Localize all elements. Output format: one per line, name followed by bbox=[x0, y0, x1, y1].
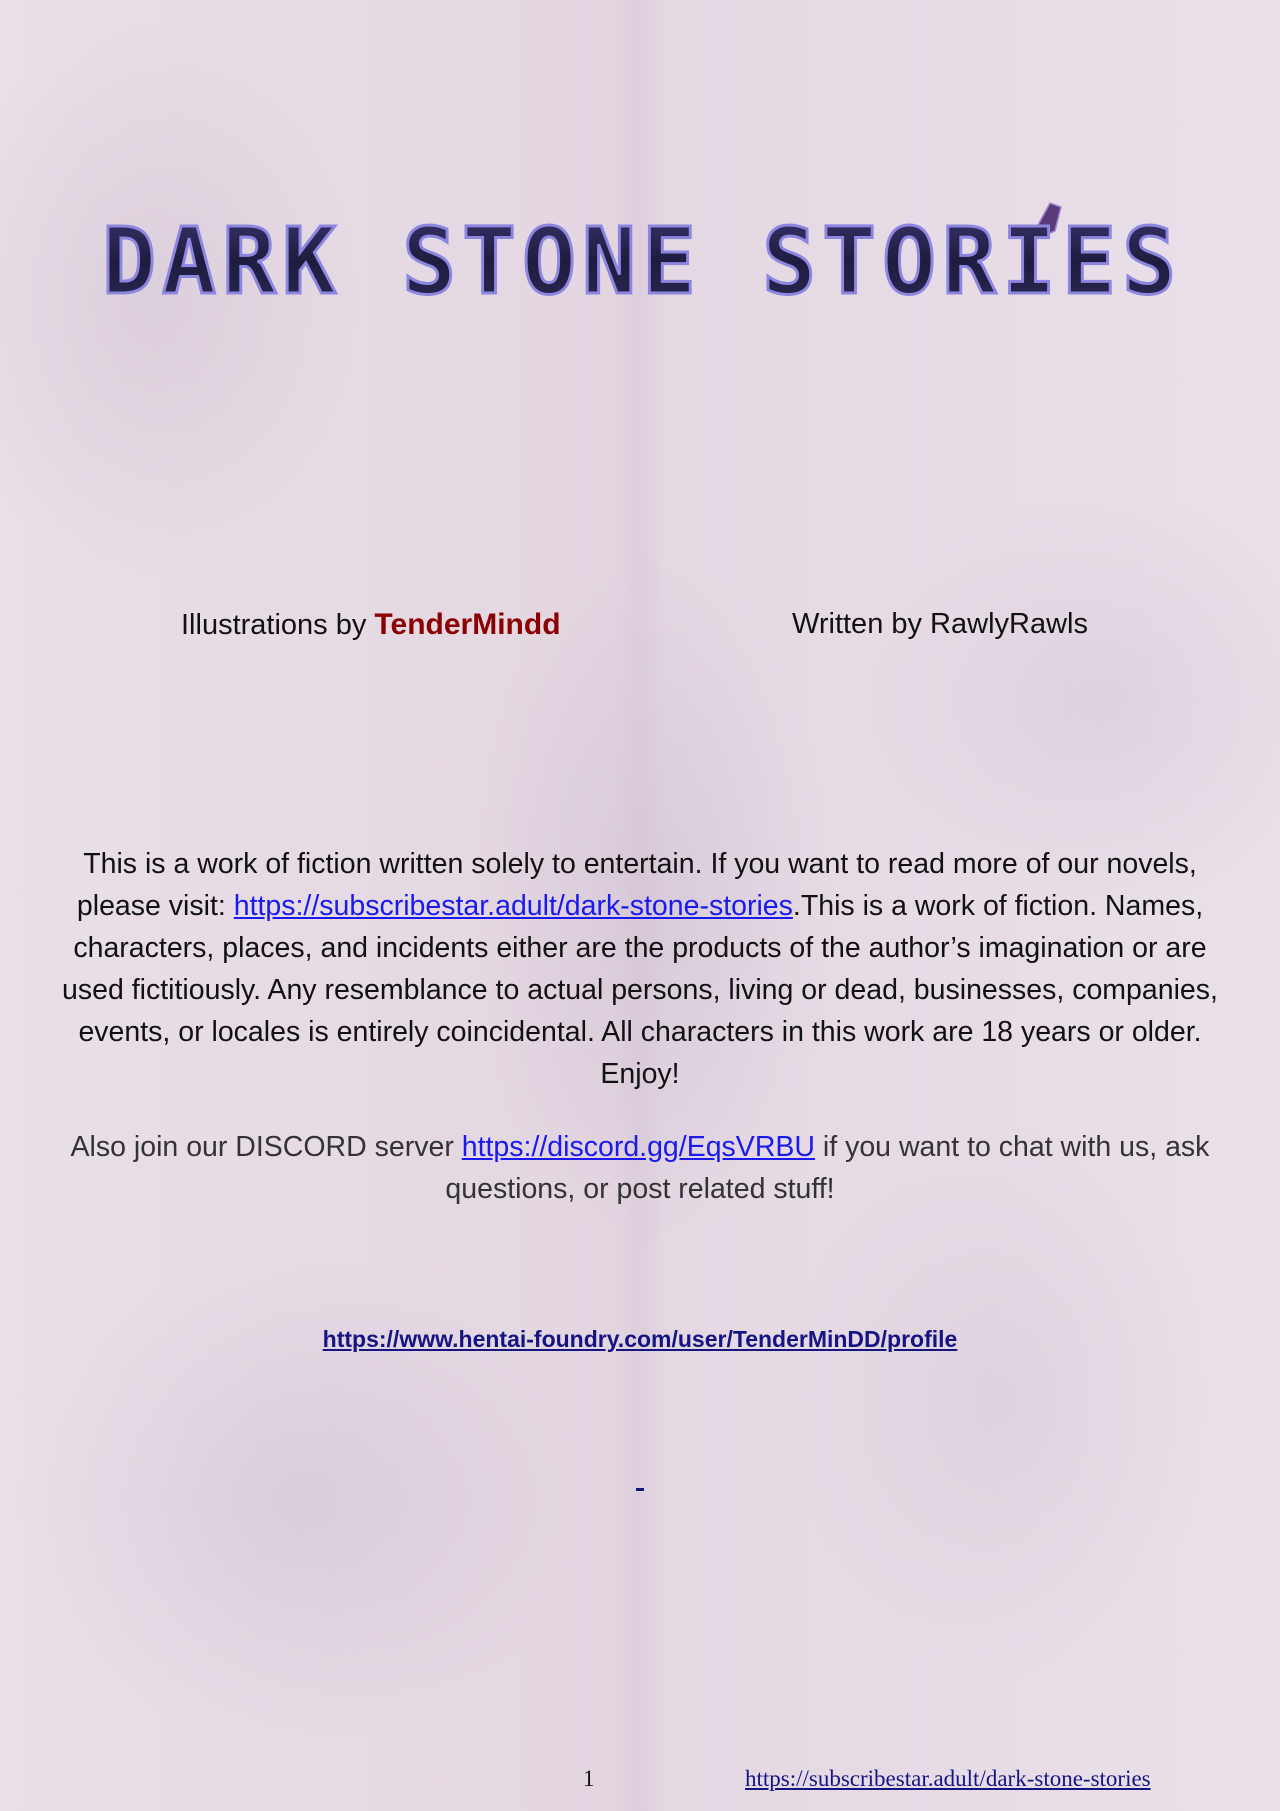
dark-stone-stories-logo bbox=[95, 195, 1190, 305]
hentai-foundry-paragraph bbox=[0, 1326, 1280, 1353]
hentai-foundry-link[interactable]: https://www.hentai-foundry.com/user/TenderMinDD/profile bbox=[322, 1326, 958, 1352]
illustrator-name: TenderMindd bbox=[374, 608, 561, 641]
subscribestar-link[interactable]: https://subscribestar.adult/dark-stone-stories bbox=[233, 890, 793, 922]
illustrations-credit: Illustrations by TenderMindd bbox=[181, 608, 561, 641]
discord-paragraph: Also join our DISCORD server https://discord.gg/EqsVRBU if you want to chat with us, ask questions, or post related stuff! bbox=[70, 1131, 1210, 1205]
written-credit: Written by RawlyRawls bbox=[792, 608, 1088, 640]
page-number: 1 bbox=[583, 1766, 595, 1791]
footer-subscribestar-link[interactable]: https://subscribestar.adult/dark-stone-stories bbox=[745, 1766, 1151, 1791]
intro-paragraph: This is a work of fiction written solely to entertain. If you want to read more of our novels, please visit: https://subscribestar.adult/dark-stone-stories.This is a work of fiction. Names, characters, places, and incidents either are the products of the author’s imagination or are used fictitiously. Any resemblance to actual persons, living or dead, businesses, companies, events, or locales is entirely coincidental. All characters in this work are 18 years or older. Enjoy! bbox=[62, 848, 1218, 1090]
svg-text:DARK STONE STORIES: DARK STONE STORIES bbox=[102, 208, 1182, 305]
link-dash bbox=[636, 1488, 644, 1491]
discord-link[interactable]: https://discord.gg/EqsVRBU bbox=[461, 1131, 815, 1163]
